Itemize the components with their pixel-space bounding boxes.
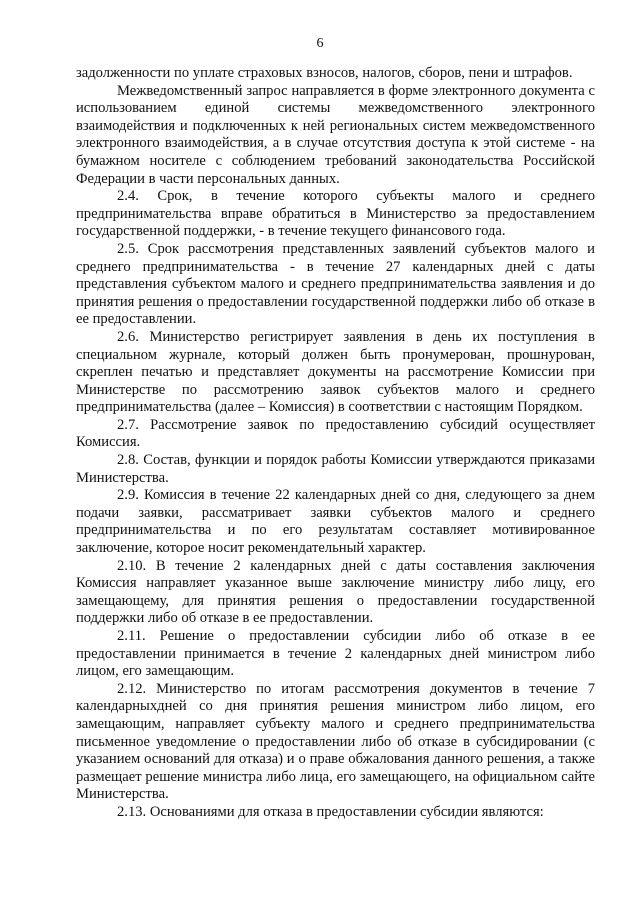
paragraph-2-9: 2.9. Комиссия в течение 22 календарных дней со дня, следующего за днем подачи заявки, рассматривает заявки субъектов малого и среднего предпринимательства и по его результатам составляет мотивированное заключение, которое носит рекомендательный характер. [76, 487, 595, 557]
paragraph-2-13: 2.13. Основаниями для отказа в предоставлении субсидии являются: [117, 803, 544, 820]
page-number: 6 [316, 36, 324, 51]
paragraph-2-4: 2.4. Срок, в течение которого субъекты малого и среднего предпринимательства вправе обратиться в Министерство за предоставлением государственной поддержки, - в течение текущего финансового года. [76, 188, 595, 240]
paragraph-debt-continuation: задолженности по уплате страховых взносов, налогов, сборов, пени и штрафов. [76, 65, 573, 81]
paragraph-2-12: 2.12. Министерство по итогам рассмотрения документов в течение 7 календарныхдней со дня принятия решения министром либо лицом, его замещающим, направляет субъекту малого и среднего предпринимательства письменное уведомление о предоставлении либо об отказе в субсидировании (с указанием оснований для отказа) и о праве обжалования данного решения, а также размещает решение министра либо лица, его замещающего, на официальном сайте Министерства. [76, 680, 595, 803]
paragraph-interagency-request: Межведомственный запрос направляется в форме электронного документа с использованием единой системы межведомственного электронного взаимодействия и подключенных к ней региональных систем межведомственного электронного взаимодействия, а в случае отсутствия доступа к этой системе - на бумажном носителе с соблюдением требований законодательства Российской Федерации в части персональных данных. [76, 82, 595, 187]
paragraph-2-8: 2.8. Состав, функции и порядок работы Комиссии утверждаются приказами Министерства. [76, 452, 595, 486]
paragraph-2-6: 2.6. Министерство регистрирует заявления в день их поступления в специальном журнале, который должен быть пронумерован, прошнурован, скреплен печатью и представляет документы на рассмотрение Комиссии при Министерстве по рассмотрению заявок субъектов малого и среднего предпринимательства (далее – Комиссия) в соответствии с настоящим Порядком. [76, 328, 595, 416]
paragraph-2-7: 2.7. Рассмотрение заявок по предоставлению субсидий осуществляет Комиссия. [76, 416, 595, 451]
document-body [76, 65, 595, 822]
paragraph-2-5: 2.5. Срок рассмотрения представленных заявлений субъектов малого и среднего предпринимательства - в течение 27 календарных дней с даты представления субъектом малого и среднего предпринимательства заявления и до принятия решения о предоставлении государственной поддержки либо об отказе в ее предоставлении. [76, 240, 595, 328]
paragraph-2-11: 2.11. Решение о предоставлении субсидии либо об отказе в ее предоставлении принимается в течение 2 календарных дней министром либо лицом, его замещающим. [76, 628, 595, 680]
paragraph-2-10: 2.10. В течение 2 календарных дней с даты составления заключения Комиссия направляет указанное выше заключение министру либо лицу, его замещающему, для принятия решения о предоставлении государственной поддержки либо об отказе в ее предоставлении. [76, 557, 595, 627]
